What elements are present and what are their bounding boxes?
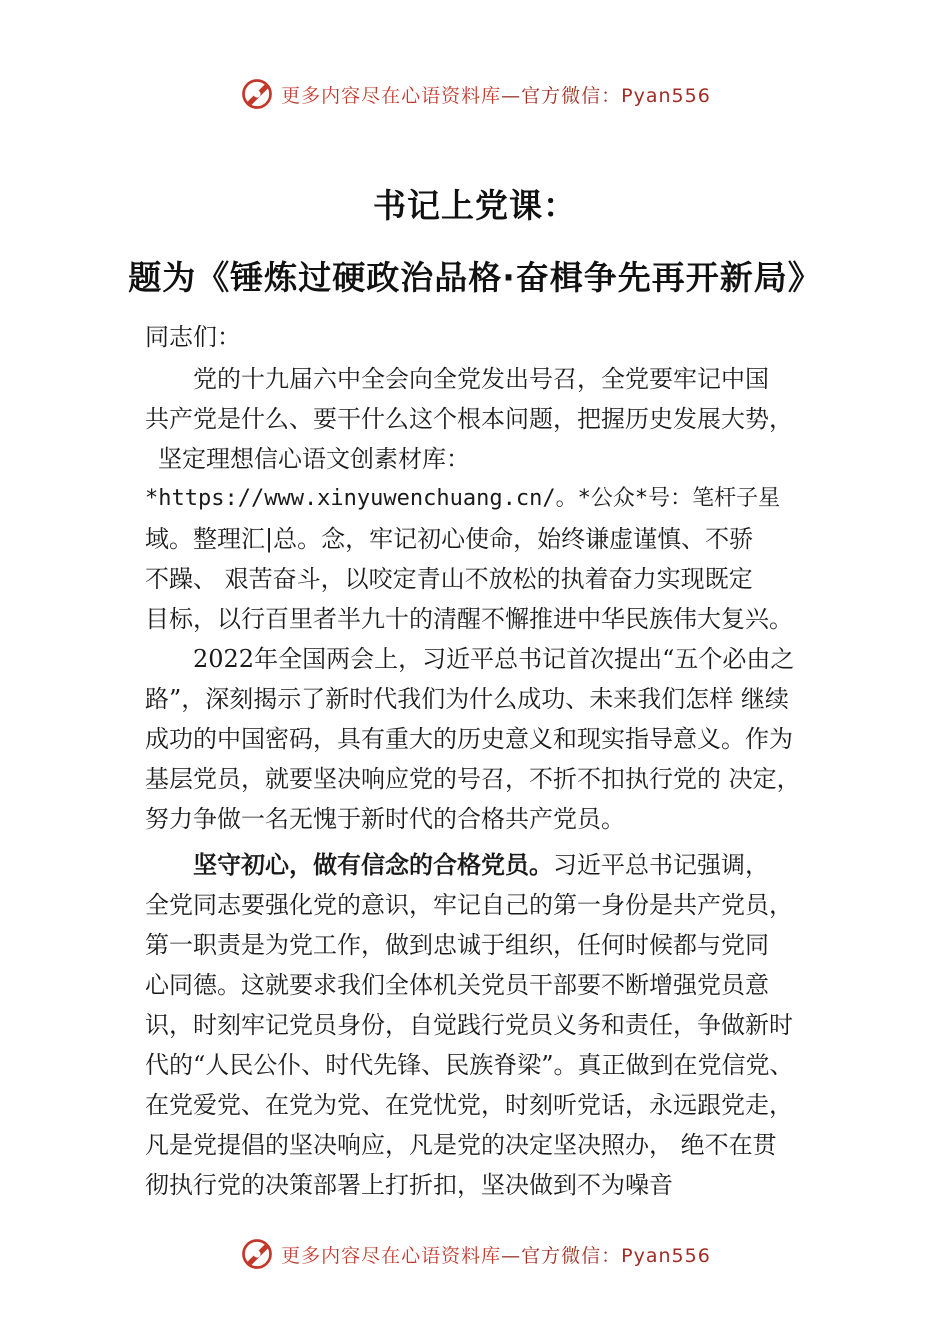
paragraph-line: 域。整理汇|总。念，牢记初心使命，始终谦虚谨慎、不骄 xyxy=(145,525,754,553)
paragraph-line: 党的十九届六中全会向全党发出号召，全党要牢记中国 xyxy=(193,365,769,393)
section-heading: 坚守初心，做有信念的合格党员。 xyxy=(193,851,553,879)
paragraph-line: 代的“人民公仆、时代先锋、民族脊梁”。真正做到在党信党、 xyxy=(145,1051,794,1079)
paragraph-line: 第一职责是为党工作，做到忠诚于组织，任何时候都与党同 xyxy=(145,931,769,959)
header-banner xyxy=(0,72,950,116)
paragraph-line: 2022年全国两会上，习近平总书记首次提出“五个必由之 xyxy=(193,645,795,673)
quill-seal-icon xyxy=(239,1236,275,1272)
paragraph-line: 心同德。这就要求我们全体机关党员干部要不断增强党员意 xyxy=(145,971,769,999)
quill-seal-icon xyxy=(239,76,275,112)
paragraph-line: 凡是党提倡的坚决响应，凡是党的决定坚决照办， 绝不在贯 xyxy=(145,1131,777,1159)
paragraph-line: 共产党是什么、要干什么这个根本问题，把握历史发展大势， xyxy=(145,405,793,433)
salutation: 同志们： xyxy=(145,323,241,351)
paragraph-line: 路”，深刻揭示了新时代我们为什么成功、未来我们怎样 继续 xyxy=(145,685,789,713)
document-title: 书记上党课： xyxy=(373,186,577,225)
paragraph-line: 坚定理想信心语文创素材库： xyxy=(158,445,470,473)
paragraph-line: 全党同志要强化党的意识，牢记自己的第一身份是共产党员， xyxy=(145,891,793,919)
footer-banner xyxy=(0,1232,950,1276)
paragraph-line: 在党爱党、在党为党、在党忧党，时刻听党话，永远跟党走， xyxy=(145,1091,793,1119)
paragraph-line: 目标，以行百里者半九十的清醒不懈推进中华民族伟大复兴。 xyxy=(145,605,793,633)
paragraph-line: 成功的中国密码，具有重大的历史意义和现实指导意义。作为 xyxy=(145,725,793,753)
paragraph-line: 基层党员，就要坚决响应党的号召，不折不扣执行党的 决定， xyxy=(145,765,801,793)
paragraph-line: *https://www.xinyuwenchuang.cn/。*公众*号：笔杆子星 xyxy=(145,486,781,511)
header-banner-text: 更多内容尽在心语资料库—官方微信：Pyan556 xyxy=(281,84,711,107)
paragraph-line: 不躁、 艰苦奋斗，以咬定青山不放松的执着奋力实现既定 xyxy=(145,565,753,593)
footer-banner-text: 更多内容尽在心语资料库—官方微信：Pyan556 xyxy=(281,1244,711,1267)
paragraph-line: 彻执行党的决策部署上打折扣，坚决做到不为噪音 xyxy=(145,1171,673,1199)
document-subtitle: 题为《锤炼过硬政治品格·奋楫争先再开新局》 xyxy=(128,258,822,297)
paragraph-line: 坚守初心，做有信念的合格党员。习近平总书记强调， xyxy=(193,851,769,879)
paragraph-line: 识，时刻牢记党员身份，自觉践行党员义务和责任，争做新时 xyxy=(145,1011,793,1039)
paragraph-line: 努力争做一名无愧于新时代的合格共产党员。 xyxy=(145,805,625,833)
